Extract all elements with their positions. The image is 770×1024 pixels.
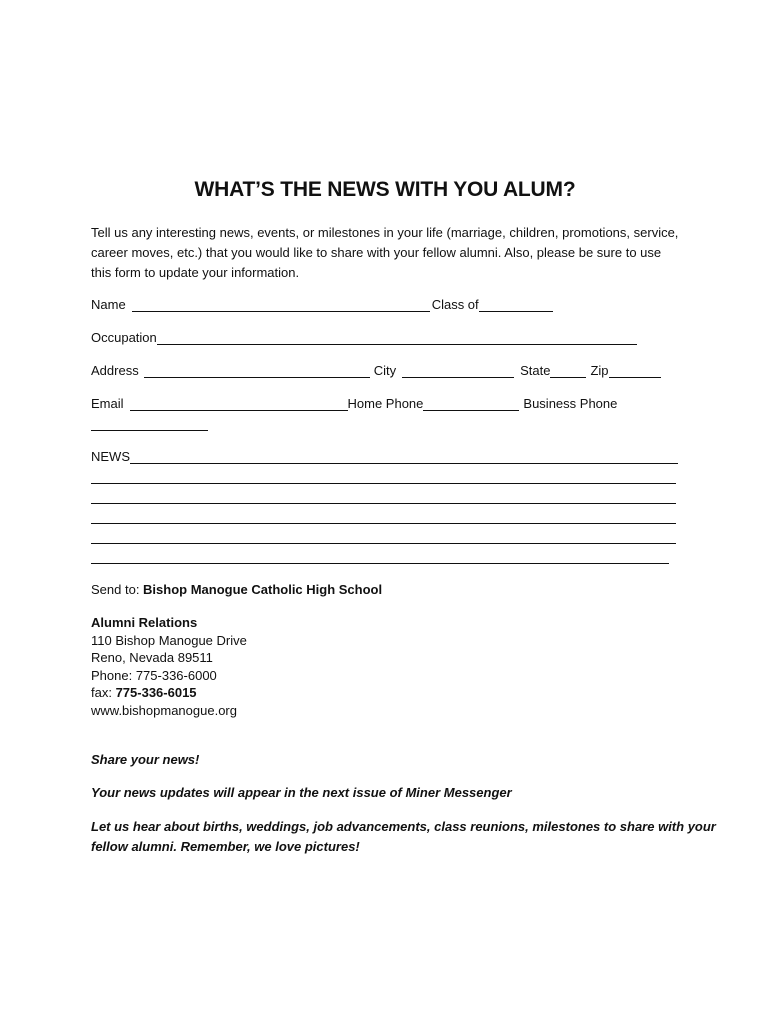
alumni-relations-heading: Alumni Relations xyxy=(91,615,198,630)
occupation-row xyxy=(91,329,639,347)
state-label: State xyxy=(520,363,551,378)
send-to-prefix: Send to: xyxy=(91,582,144,597)
news-row xyxy=(91,448,680,466)
news-field-line-2[interactable] xyxy=(91,483,676,484)
hear-about-line-2: fellow alumni. Remember, we love pictures! xyxy=(91,839,360,854)
address-label: Address xyxy=(91,363,139,378)
page-title: WHAT’S THE NEWS WITH YOU ALUM? xyxy=(194,178,576,201)
name-label: Name xyxy=(91,297,126,312)
mailing-address xyxy=(91,614,247,719)
address-row xyxy=(91,362,663,380)
street-address: 110 Bishop Manogue Drive xyxy=(91,632,247,648)
city-label: City xyxy=(373,363,397,378)
news-field-line-1[interactable] xyxy=(130,450,678,464)
occupation-label: Occupation xyxy=(91,330,157,345)
state-field[interactable] xyxy=(550,364,586,378)
news-field-line-6[interactable] xyxy=(91,563,669,564)
fax-line xyxy=(91,684,247,702)
news-label: NEWS xyxy=(91,449,130,464)
news-field-line-3[interactable] xyxy=(91,503,676,504)
news-field-line-5[interactable] xyxy=(91,543,676,544)
website-link[interactable]: www.bishopmanogue.org xyxy=(91,702,237,718)
send-to xyxy=(91,581,382,599)
fax-number: 775-336-6015 xyxy=(115,685,197,700)
class-of-field[interactable] xyxy=(479,298,553,312)
hear-about-line-1: Let us hear about births, weddings, job advancements, class reunions, milestones to share with your xyxy=(91,819,716,834)
city-state-zip: Reno, Nevada 89511 xyxy=(91,650,213,665)
news-field-line-4[interactable] xyxy=(91,523,676,524)
business-phone-label: Business Phone xyxy=(523,396,618,411)
email-field[interactable] xyxy=(130,397,348,411)
home-phone-label: Home Phone xyxy=(347,396,424,411)
zip-label: Zip xyxy=(590,363,609,378)
name-row xyxy=(91,296,555,314)
phone-number: Phone: 775-336-6000 xyxy=(91,667,217,683)
school-name: Bishop Manogue Catholic High School xyxy=(143,582,383,597)
contact-row xyxy=(91,395,617,413)
hear-about-text xyxy=(91,817,716,857)
zip-field[interactable] xyxy=(609,364,661,378)
home-phone-field[interactable] xyxy=(423,397,519,411)
class-of-label: Class of xyxy=(431,297,479,312)
address-field[interactable] xyxy=(144,364,370,378)
updates-text: Your news updates will appear in the next issue of Miner Messenger xyxy=(91,785,512,800)
city-field[interactable] xyxy=(402,364,514,378)
share-news-text: Share your news! xyxy=(91,752,200,767)
intro-paragraph: Tell us any interesting news, events, or milestones in your life (marriage, children, promotions, service, career moves, etc.) that you would like to share with your fellow alumni. Also, please be sure to use this form to update your information. xyxy=(91,225,679,280)
email-label: Email xyxy=(91,396,124,411)
name-field[interactable] xyxy=(132,298,430,312)
fax-label: fax: xyxy=(91,685,116,700)
occupation-field[interactable] xyxy=(157,331,637,345)
business-phone-field[interactable] xyxy=(91,430,208,431)
